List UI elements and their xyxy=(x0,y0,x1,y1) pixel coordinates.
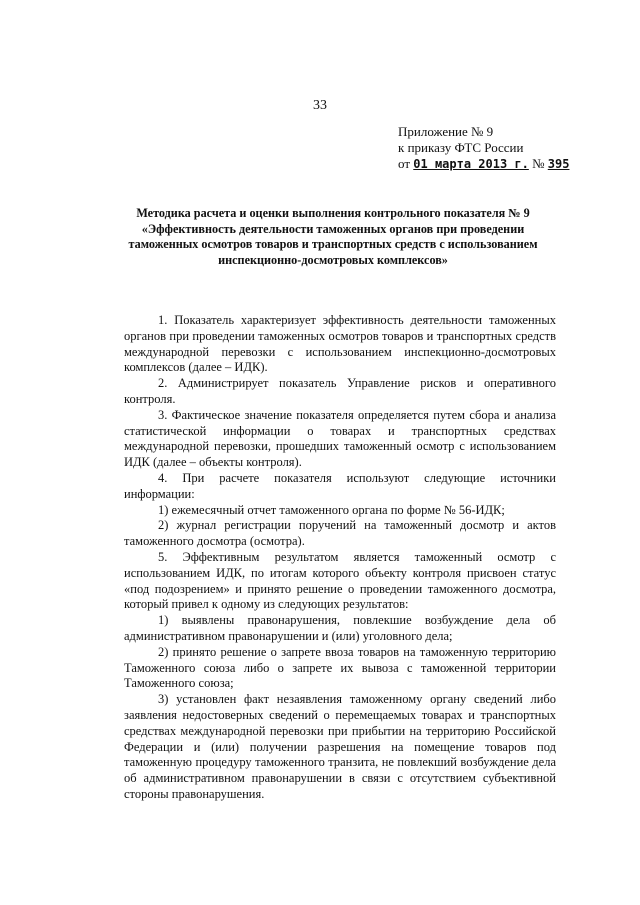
paragraph: 1) ежемесячный отчет таможенного органа по форме № 56-ИДК; xyxy=(158,502,505,517)
paragraph: 2) принято решение о запрете ввоза товаров на таможенную территорию Таможенного союза либо о запрете их вывоза с таможенной территории Таможенного союза; xyxy=(124,644,556,691)
page-number: 33 xyxy=(313,98,327,113)
document-body xyxy=(124,313,556,803)
number-prefix: № xyxy=(532,156,545,171)
appendix-order-reference: к приказу ФТС России xyxy=(398,140,524,155)
paragraph: 2. Администрирует показатель Управление рисков и оперативного контроля. xyxy=(124,376,556,406)
order-date: 01 марта 2013 г. xyxy=(413,157,529,171)
paragraph: 3) установлен факт незаявления таможенному органу сведений либо заявления недостоверных сведений о перемещаемых товарах и транспортных средствах международной перевозки при прибытии на территорию Российской Федерации и (или) получении разрешения на помещение товаров под таможенную процедуру таможенного транзита, не повлекший возбуждение дела об административном правонарушении в связи с отсутствием субъективной стороны правонарушения. xyxy=(124,692,556,801)
appendix-date-line xyxy=(398,156,569,172)
paragraph: 3. Фактическое значение показателя определяется путем сбора и анализа статистической информации о товарах и транспортных средствах международной перевозки, прошедших таможенный осмотр с использованием ИДК (далее – объекты контроля). xyxy=(124,407,556,470)
appendix-block xyxy=(398,124,569,172)
paragraph: 2) журнал регистрации поручений на таможенный досмотр и актов таможенного досмотра (осмотра). xyxy=(124,518,556,549)
date-prefix: от xyxy=(398,156,411,171)
paragraph: 1) выявлены правонарушения, повлекшие возбуждение дела об административном правонарушении и (или) уголовного дела; xyxy=(124,613,556,643)
document-title: Методика расчета и оценки выполнения контрольного показателя № 9 «Эффективность деятельности таможенных органов при проведении таможенных осмотров товаров и транспортных средств с использованием инспекционно-досмотровых комплексов» xyxy=(128,206,538,267)
appendix-title: Приложение № 9 xyxy=(398,124,494,139)
paragraph: 4. При расчете показателя используют следующие источники информации: xyxy=(124,470,556,501)
paragraph: 1. Показатель характеризует эффективность деятельности таможенных органов при проведении таможенных осмотров товаров и транспортных средств международной перевозки с использованием инспекционно-досмотровых комплексов (далее – ИДК). xyxy=(124,313,556,375)
order-number: 395 xyxy=(547,157,570,171)
paragraph: 5. Эффективным результатом является таможенный осмотр с использованием ИДК, по итогам которого объекту контроля присвоен статус «под подозрением» и принято решение о проведении таможенного досмотра, который привел к одному из следующих результатов: xyxy=(124,549,556,612)
